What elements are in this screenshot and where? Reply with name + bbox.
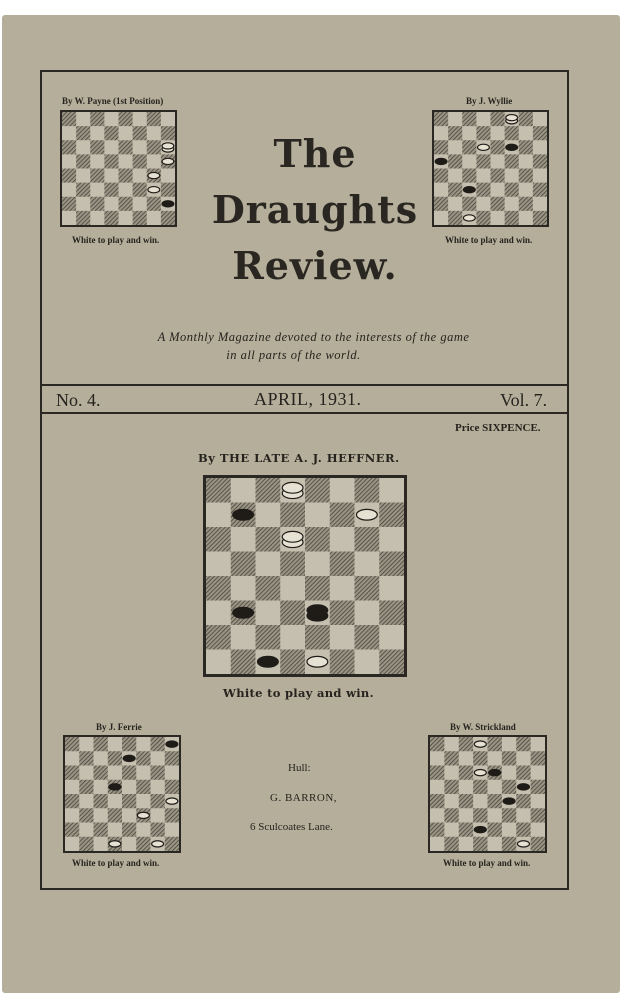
- dark-square: [462, 112, 476, 126]
- dark-square: [280, 552, 305, 577]
- dark-square: [505, 211, 519, 225]
- dark-square: [79, 837, 93, 851]
- dark-square: [505, 154, 519, 168]
- dark-square: [165, 780, 179, 794]
- piece: [307, 656, 328, 667]
- dark-square: [119, 140, 133, 154]
- dark-square: [136, 780, 150, 794]
- dark-square: [444, 808, 458, 822]
- dark-square: [256, 527, 281, 552]
- dark-square: [108, 751, 122, 765]
- piece: [463, 215, 475, 221]
- dark-square: [119, 169, 133, 183]
- dark-square: [147, 197, 161, 211]
- dark-square: [147, 112, 161, 126]
- dark-square: [280, 503, 305, 528]
- dark-square: [355, 576, 380, 601]
- dark-square: [502, 751, 516, 765]
- dark-square: [434, 112, 448, 126]
- dark-square: [119, 197, 133, 211]
- dark-square: [76, 183, 90, 197]
- dark-square: [206, 576, 231, 601]
- problem-author-top-right: By J. Wyllie: [466, 96, 513, 106]
- dark-square: [76, 126, 90, 140]
- dark-square: [79, 780, 93, 794]
- dark-square: [505, 183, 519, 197]
- title-line-3: Review.: [232, 243, 398, 288]
- piece: [162, 158, 174, 164]
- dark-square: [79, 808, 93, 822]
- problem-caption-top-left: White to play and win.: [72, 235, 160, 245]
- dark-square: [119, 112, 133, 126]
- dark-square: [459, 794, 473, 808]
- publisher-name: G. BARRON,: [270, 792, 338, 804]
- subtitle-line-1: A Monthly Magazine devoted to the interests of the game: [157, 330, 470, 344]
- problem-caption-top-right: White to play and win.: [445, 235, 533, 245]
- dark-square: [488, 737, 502, 751]
- dark-square: [444, 751, 458, 765]
- piece: [162, 201, 174, 207]
- dark-square: [62, 197, 76, 211]
- piece: [517, 784, 529, 790]
- dark-square: [459, 766, 473, 780]
- dark-square: [122, 794, 136, 808]
- dark-square: [256, 625, 281, 650]
- dark-square: [151, 794, 165, 808]
- dark-square: [516, 737, 530, 751]
- dark-square: [355, 625, 380, 650]
- piece: [109, 841, 121, 847]
- publisher-address: 6 Sculcoates Lane.: [250, 821, 333, 833]
- dark-square: [133, 154, 147, 168]
- piece: [166, 741, 178, 747]
- dark-square: [206, 527, 231, 552]
- dark-square: [256, 478, 281, 503]
- dark-square: [151, 766, 165, 780]
- king-piece: [506, 115, 518, 121]
- dark-square: [491, 112, 505, 126]
- dark-square: [330, 650, 355, 675]
- title-line-1: The: [273, 131, 357, 176]
- dark-square: [104, 211, 118, 225]
- dark-square: [90, 197, 104, 211]
- dark-square: [104, 154, 118, 168]
- dark-square: [305, 625, 330, 650]
- dark-square: [90, 169, 104, 183]
- piece: [233, 607, 254, 618]
- dark-square: [502, 808, 516, 822]
- dark-square: [305, 576, 330, 601]
- dark-square: [379, 601, 404, 626]
- piece: [474, 741, 486, 747]
- dark-square: [473, 751, 487, 765]
- dark-square: [473, 837, 487, 851]
- king-piece: [282, 531, 303, 542]
- main-problem-caption: White to play and win.: [223, 686, 374, 700]
- dark-square: [165, 751, 179, 765]
- piece: [233, 509, 254, 520]
- dark-square: [491, 169, 505, 183]
- issue-volume: Vol. 7.: [500, 390, 548, 410]
- piece: [506, 144, 518, 150]
- dark-square: [206, 625, 231, 650]
- piece: [109, 784, 121, 790]
- dark-square: [459, 737, 473, 751]
- title-line-2: Draughts: [211, 187, 419, 232]
- issue-date: APRIL, 1931.: [254, 389, 362, 409]
- dark-square: [488, 794, 502, 808]
- board-bottom-left: [63, 735, 181, 853]
- dark-square: [165, 837, 179, 851]
- dark-square: [206, 478, 231, 503]
- dark-square: [94, 766, 108, 780]
- piece: [257, 656, 278, 667]
- piece: [517, 841, 529, 847]
- dark-square: [161, 183, 175, 197]
- piece: [137, 812, 149, 818]
- dark-square: [94, 794, 108, 808]
- board-bottom-right: [428, 735, 547, 853]
- dark-square: [473, 780, 487, 794]
- draughts-board: [65, 737, 179, 851]
- dark-square: [430, 766, 444, 780]
- dark-square: [165, 808, 179, 822]
- dark-square: [379, 650, 404, 675]
- issue-rule-top: [40, 384, 569, 386]
- dark-square: [519, 169, 533, 183]
- dark-square: [76, 211, 90, 225]
- draughts-board: [206, 478, 404, 674]
- publisher-city: Hull:: [288, 762, 311, 774]
- dark-square: [136, 837, 150, 851]
- issue-rule-bottom: [40, 412, 569, 414]
- issue-number: No. 4.: [56, 390, 101, 410]
- dark-square: [104, 126, 118, 140]
- dark-square: [476, 183, 490, 197]
- piece: [489, 769, 501, 775]
- draughts-board: [62, 112, 175, 225]
- dark-square: [122, 823, 136, 837]
- dark-square: [136, 751, 150, 765]
- dark-square: [476, 126, 490, 140]
- draughts-board: [430, 737, 545, 851]
- dark-square: [462, 169, 476, 183]
- dark-square: [459, 823, 473, 837]
- piece: [478, 144, 490, 150]
- dark-square: [151, 737, 165, 751]
- dark-square: [505, 126, 519, 140]
- piece: [503, 798, 515, 804]
- dark-square: [516, 766, 530, 780]
- dark-square: [502, 780, 516, 794]
- subtitle-line-2: in all parts of the world.: [226, 348, 361, 362]
- dark-square: [491, 197, 505, 211]
- dark-square: [533, 126, 547, 140]
- dark-square: [379, 503, 404, 528]
- dark-square: [533, 211, 547, 225]
- dark-square: [62, 169, 76, 183]
- dark-square: [430, 794, 444, 808]
- problem-author-bottom-right: By W. Strickland: [450, 722, 516, 732]
- dark-square: [133, 126, 147, 140]
- dark-square: [516, 794, 530, 808]
- dark-square: [305, 478, 330, 503]
- dark-square: [65, 794, 79, 808]
- dark-square: [90, 140, 104, 154]
- problem-caption-bottom-left: White to play and win.: [72, 858, 160, 868]
- dark-square: [355, 527, 380, 552]
- dark-square: [62, 112, 76, 126]
- dark-square: [147, 140, 161, 154]
- dark-square: [533, 183, 547, 197]
- dark-square: [65, 737, 79, 751]
- dark-square: [473, 808, 487, 822]
- dark-square: [444, 837, 458, 851]
- dark-square: [444, 780, 458, 794]
- dark-square: [151, 823, 165, 837]
- dark-square: [491, 140, 505, 154]
- problem-caption-bottom-right: White to play and win.: [443, 858, 531, 868]
- dark-square: [462, 197, 476, 211]
- dark-square: [476, 154, 490, 168]
- dark-square: [531, 780, 545, 794]
- dark-square: [516, 823, 530, 837]
- masthead-title: [175, 126, 455, 294]
- dark-square: [94, 737, 108, 751]
- piece: [356, 509, 377, 520]
- dark-square: [502, 837, 516, 851]
- price: Price SIXPENCE.: [455, 422, 541, 434]
- dark-square: [280, 601, 305, 626]
- dark-square: [305, 527, 330, 552]
- dark-square: [122, 766, 136, 780]
- dark-square: [531, 837, 545, 851]
- dark-square: [531, 808, 545, 822]
- piece: [123, 755, 135, 761]
- dark-square: [122, 737, 136, 751]
- piece: [463, 187, 475, 193]
- dark-square: [519, 197, 533, 211]
- king-piece: [162, 143, 174, 149]
- dark-square: [280, 650, 305, 675]
- dark-square: [330, 601, 355, 626]
- piece: [148, 187, 160, 193]
- dark-square: [79, 751, 93, 765]
- piece: [148, 172, 160, 178]
- dark-square: [231, 552, 256, 577]
- dark-square: [519, 112, 533, 126]
- piece: [474, 769, 486, 775]
- dark-square: [355, 478, 380, 503]
- dark-square: [65, 823, 79, 837]
- main-problem-author: By THE LATE A. J. HEFFNER.: [198, 451, 400, 465]
- dark-square: [330, 503, 355, 528]
- dark-square: [161, 211, 175, 225]
- dark-square: [531, 751, 545, 765]
- piece: [474, 826, 486, 832]
- dark-square: [533, 154, 547, 168]
- dark-square: [488, 823, 502, 837]
- dark-square: [430, 737, 444, 751]
- dark-square: [62, 140, 76, 154]
- dark-square: [430, 823, 444, 837]
- dark-square: [94, 823, 108, 837]
- dark-square: [330, 552, 355, 577]
- dark-square: [76, 154, 90, 168]
- main-board: [203, 475, 407, 677]
- dark-square: [231, 650, 256, 675]
- dark-square: [90, 112, 104, 126]
- dark-square: [133, 211, 147, 225]
- dark-square: [476, 211, 490, 225]
- board-top-left: [60, 110, 177, 227]
- dark-square: [256, 576, 281, 601]
- dark-square: [379, 552, 404, 577]
- dark-square: [104, 183, 118, 197]
- problem-author-bottom-left: By J. Ferrie: [96, 722, 142, 732]
- dark-square: [133, 183, 147, 197]
- dark-square: [108, 808, 122, 822]
- problem-author-top-left: By W. Payne (1st Position): [62, 96, 164, 106]
- piece: [152, 841, 164, 847]
- king-piece: [307, 605, 328, 616]
- piece: [166, 798, 178, 804]
- dark-square: [462, 140, 476, 154]
- king-piece: [282, 482, 303, 493]
- dark-square: [161, 126, 175, 140]
- dark-square: [65, 766, 79, 780]
- dark-square: [519, 140, 533, 154]
